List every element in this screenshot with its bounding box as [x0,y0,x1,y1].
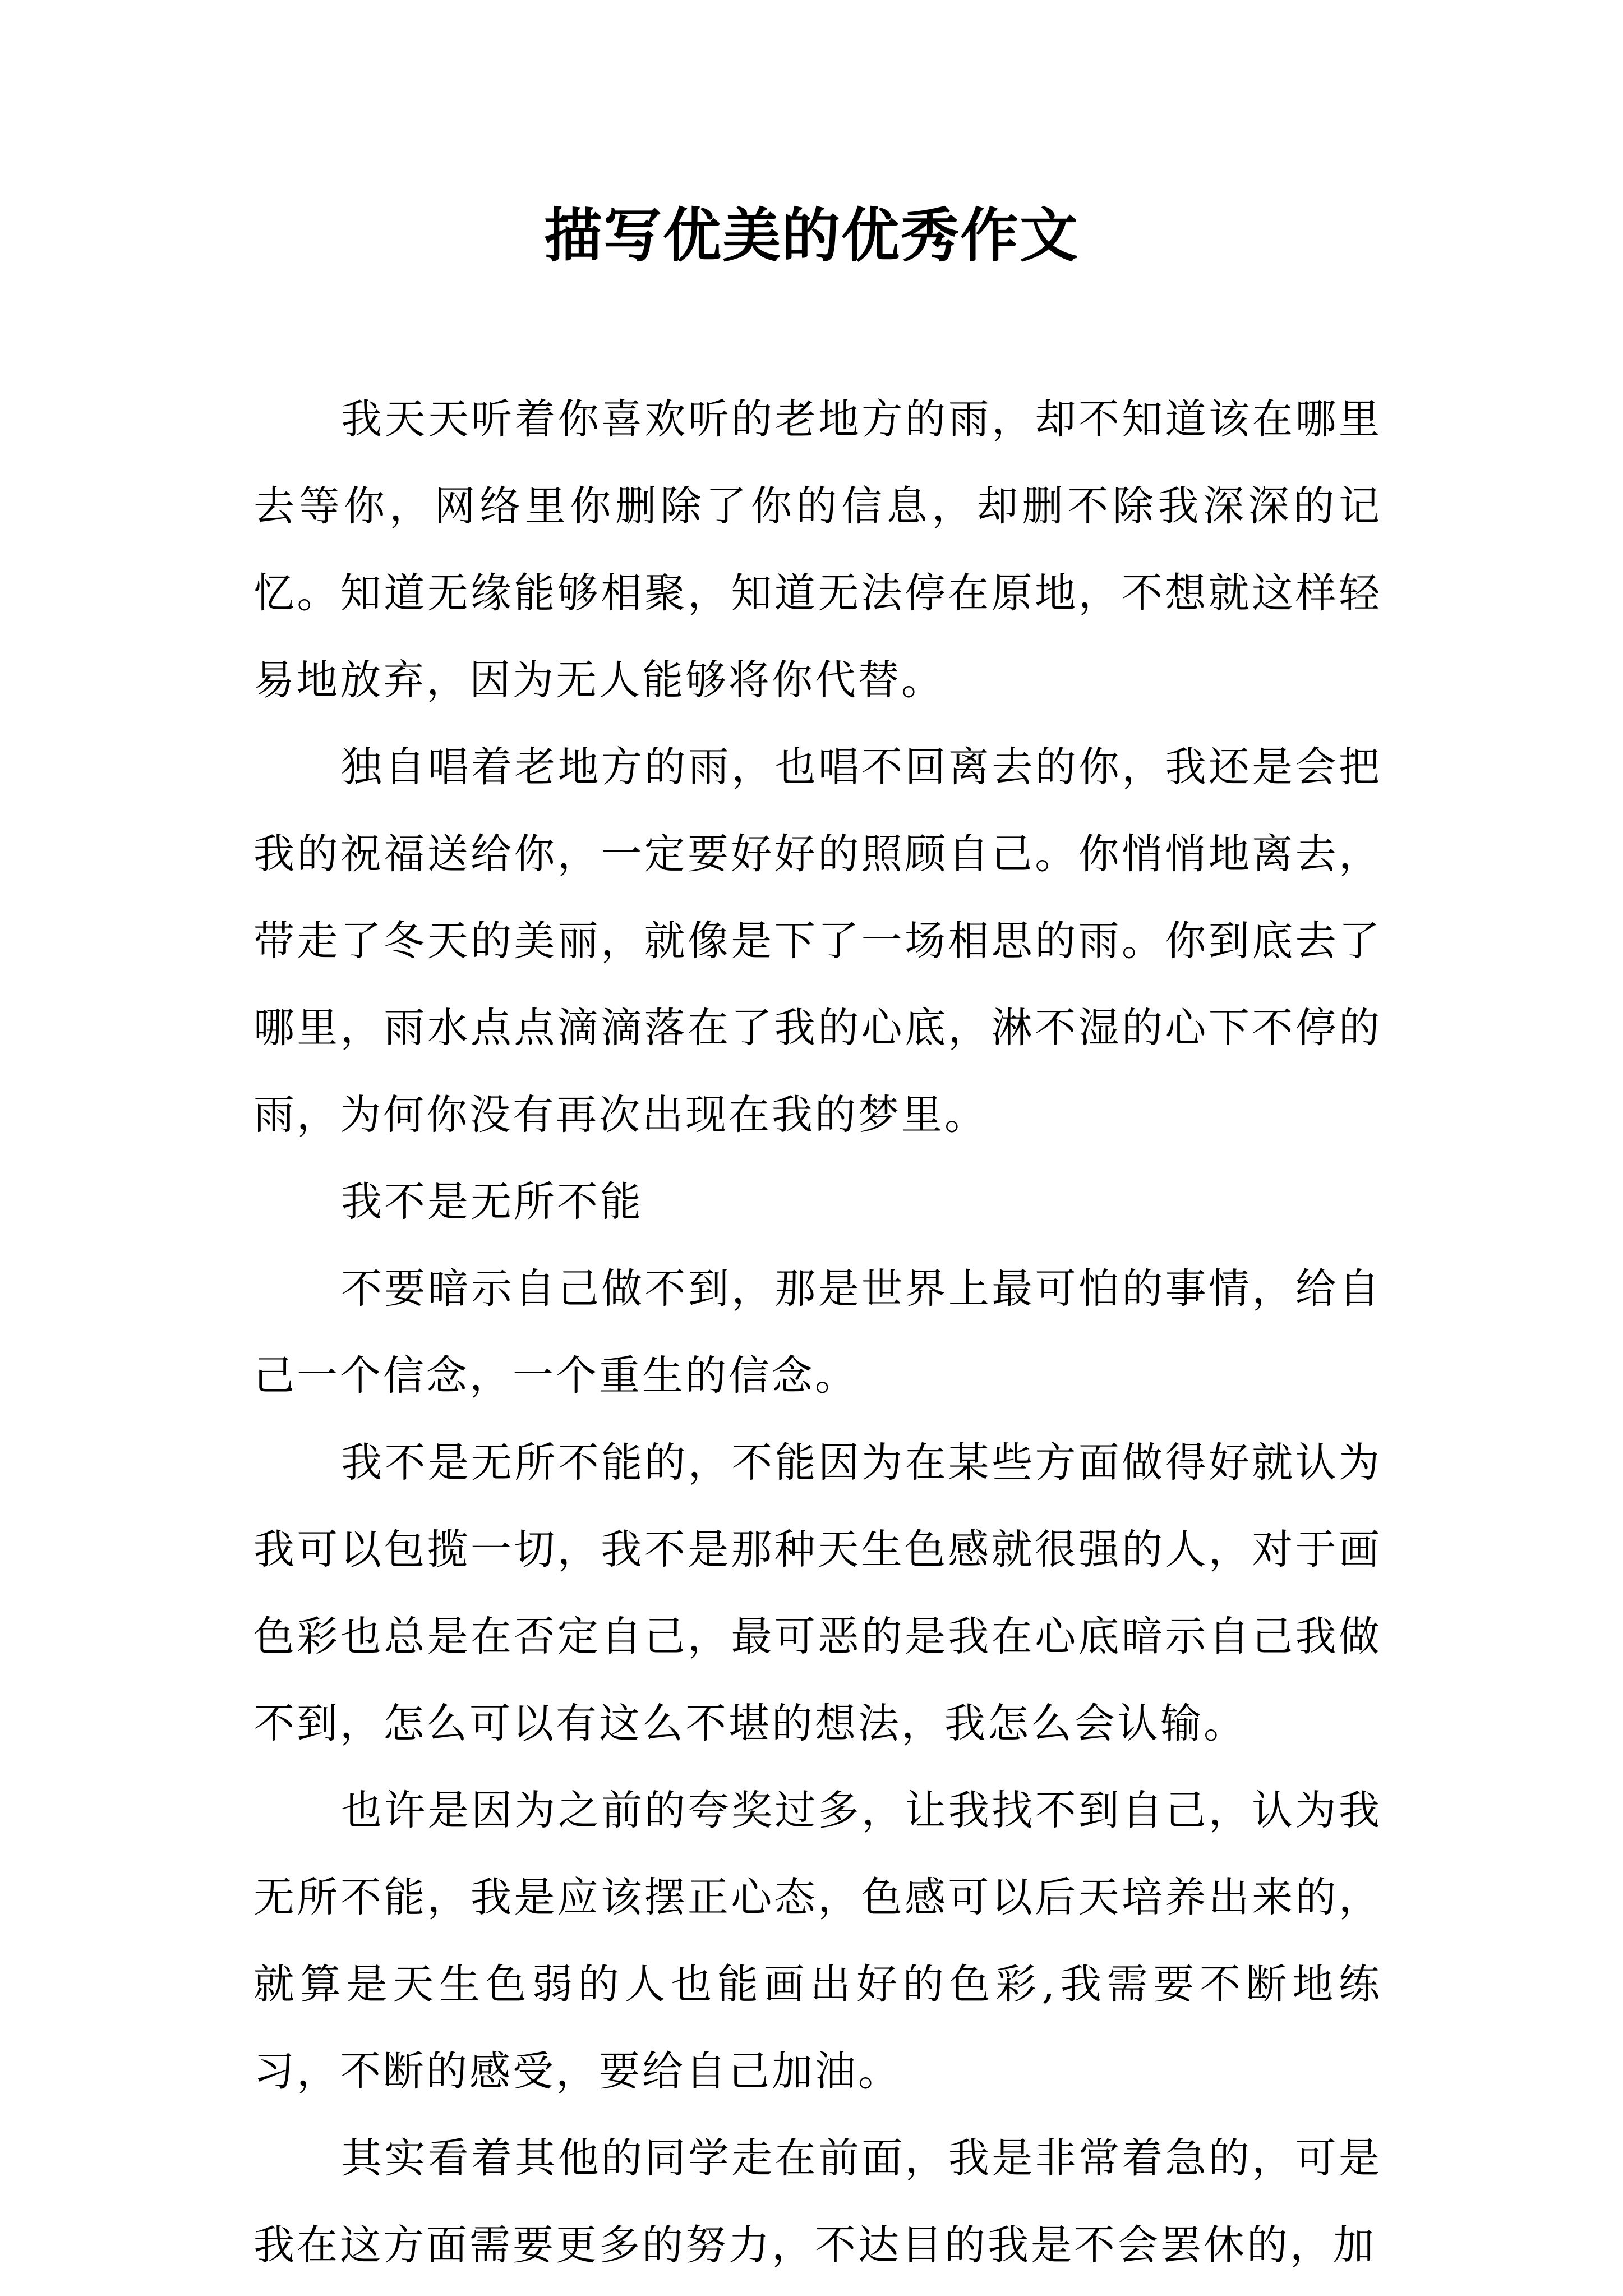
document-body [253,376,1382,2289]
paragraph-6: 其实看着其他的同学走在前面，我是非常着急的，可是我在这方面需要更多的努力，不达目的我是不会罢休的，加 [253,2134,1382,2269]
paragraph-4: 我不是无所不能的，不能因为在某些方面做得好就认为我可以包揽一切，我不是那种天生色感就很强的人，对于画色彩也总是在否定自己，最可恶的是我在心底暗示自己我做不到，怎么可以有这么不堪的想法，我怎么会认输。 [253,1439,1382,1747]
paragraph-3: 不要暗示自己做不到，那是世界上最可怕的事情，给自己一个信念，一个重生的信念。 [253,1265,1382,1400]
document-title: 描写优美的优秀作文 [543,201,1079,270]
paragraph-2: 独自唱着老地方的雨，也唱不回离去的你，我还是会把我的祝福送给你，一定要好好的照顾自己。你悄悄地离去，带走了冬天的美丽，就像是下了一场相思的雨。你到底去了哪里，雨水点点滴滴落在了我的心底，淋不湿的心下不停的雨，为何你没有再次出现在我的梦里。 [253,743,1382,1139]
paragraph-1: 我天天听着你喜欢听的老地方的雨，却不知道该在哪里去等你，网络里你删除了你的信息，却删不除我深深的记忆。知道无缘能够相聚，知道无法停在原地，不想就这样轻易地放弃，因为无人能够将你代替。 [253,395,1382,704]
paragraph-5: 也许是因为之前的夸奖过多，让我找不到自己，认为我无所不能，我是应该摆正心态，色感可以后天培养出来的，就算是天生色弱的人也能画出好的色彩,我需要不断地练习，不断的感受，要给自己加油。 [253,1787,1382,2095]
section-heading: 我不是无所不能 [341,1178,643,1226]
